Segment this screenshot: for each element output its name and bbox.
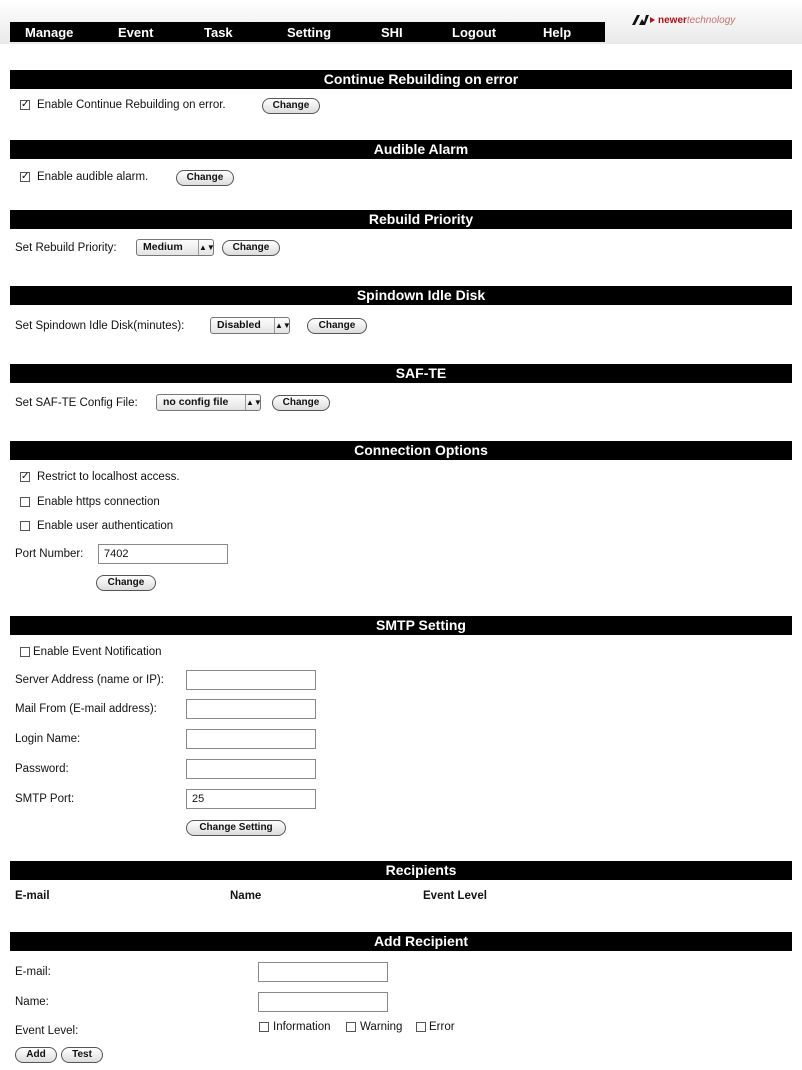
event-notification-label: Enable Event Notification [33,646,162,658]
main-nav [10,22,605,42]
server-address-label: Server Address (name or IP): [15,674,164,686]
port-number-label: Port Number: [15,548,84,560]
add-recipient-button[interactable]: Add [15,1047,57,1063]
select-arrows-icon: ▲▼ [198,240,213,255]
rebuild-priority-value: Medium [143,241,183,253]
audible-alarm-change-button[interactable]: Change [176,170,234,186]
mail-from-input[interactable] [186,699,316,719]
error-label: Error [429,1021,455,1033]
warning-label: Warning [360,1021,403,1033]
https-label: Enable https connection [37,496,160,508]
recipient-email-label: E-mail: [15,966,51,978]
https-checkbox[interactable] [20,497,30,507]
error-checkbox[interactable] [416,1022,426,1032]
continue-rebuild-checkbox[interactable]: ✓ [21,99,30,110]
recipient-email-input[interactable] [258,962,388,982]
spindown-select[interactable] [210,317,290,334]
section-header-add-recipient: Add Recipient [10,932,792,951]
information-checkbox[interactable] [259,1022,269,1032]
logo-mark-icon [630,13,656,27]
spindown-label: Set Spindown Idle Disk(minutes): [15,320,185,332]
nav-logout[interactable]: Logout [452,25,497,40]
rebuild-priority-select[interactable] [136,239,214,256]
event-level-label: Event Level: [15,1025,79,1037]
smtp-port-input[interactable]: 25 [186,789,316,809]
safte-change-button[interactable]: Change [272,395,330,411]
spindown-value: Disabled [217,319,261,331]
information-label: Information [273,1021,331,1033]
change-setting-button[interactable]: Change Setting [186,820,286,836]
brand-logo [630,12,795,28]
section-header-audible-alarm: Audible Alarm [10,140,792,159]
restrict-localhost-label: Restrict to localhost access. [37,471,180,483]
port-number-input[interactable]: 7402 [98,544,228,564]
nav-manage[interactable]: Manage [25,25,74,40]
connection-change-button[interactable]: Change [96,575,156,591]
test-recipient-button[interactable]: Test [61,1047,103,1063]
nav-help[interactable]: Help [543,25,572,40]
recipient-name-label: Name: [15,996,49,1008]
section-header-spindown: Spindown Idle Disk [10,286,792,305]
spindown-change-button[interactable]: Change [307,318,367,334]
select-arrows-icon: ▲▼ [245,395,260,410]
section-header-safte: SAF-TE [10,364,792,383]
nav-setting[interactable]: Setting [287,25,332,40]
audible-alarm-label: Enable audible alarm. [37,171,149,183]
mail-from-label: Mail From (E-mail address): [15,703,157,715]
section-header-recipients: Recipients [10,861,792,880]
event-notification-checkbox[interactable] [20,647,30,657]
section-header-rebuild-priority: Rebuild Priority [10,210,792,229]
restrict-localhost-checkbox[interactable]: ✓ [21,471,30,482]
warning-checkbox[interactable] [346,1022,356,1032]
column-header-email: E-mail [15,890,50,902]
section-header-smtp: SMTP Setting [10,616,792,635]
continue-rebuild-change-button[interactable]: Change [262,98,320,114]
nav-shi[interactable]: SHI [381,25,403,40]
password-label: Password: [15,763,69,775]
smtp-port-label: SMTP Port: [15,793,75,805]
safte-select[interactable] [156,394,261,411]
continue-rebuild-label: Enable Continue Rebuilding on error. [37,99,226,111]
rebuild-priority-change-button[interactable]: Change [222,240,280,256]
password-input[interactable] [186,759,316,779]
logo-text-primary: newer [658,14,687,26]
user-auth-checkbox[interactable] [20,521,30,531]
recipient-name-input[interactable] [258,992,388,1012]
nav-event[interactable]: Event [118,25,154,40]
safte-value: no config file [163,396,229,408]
login-name-label: Login Name: [15,733,81,745]
column-header-event-level: Event Level [423,890,487,902]
user-auth-label: Enable user authentication [37,520,174,532]
rebuild-priority-label: Set Rebuild Priority: [15,242,117,254]
audible-alarm-checkbox[interactable]: ✓ [21,171,30,182]
server-address-input[interactable] [186,670,316,690]
nav-task[interactable]: Task [204,25,233,40]
logo-text-secondary: technology [686,14,736,26]
column-header-name: Name [230,890,262,902]
section-header-continue-rebuild: Continue Rebuilding on error [10,70,792,89]
select-arrows-icon: ▲▼ [274,318,289,333]
safte-label: Set SAF-TE Config File: [15,397,138,409]
section-header-connection: Connection Options [10,441,792,460]
login-name-input[interactable] [186,729,316,749]
